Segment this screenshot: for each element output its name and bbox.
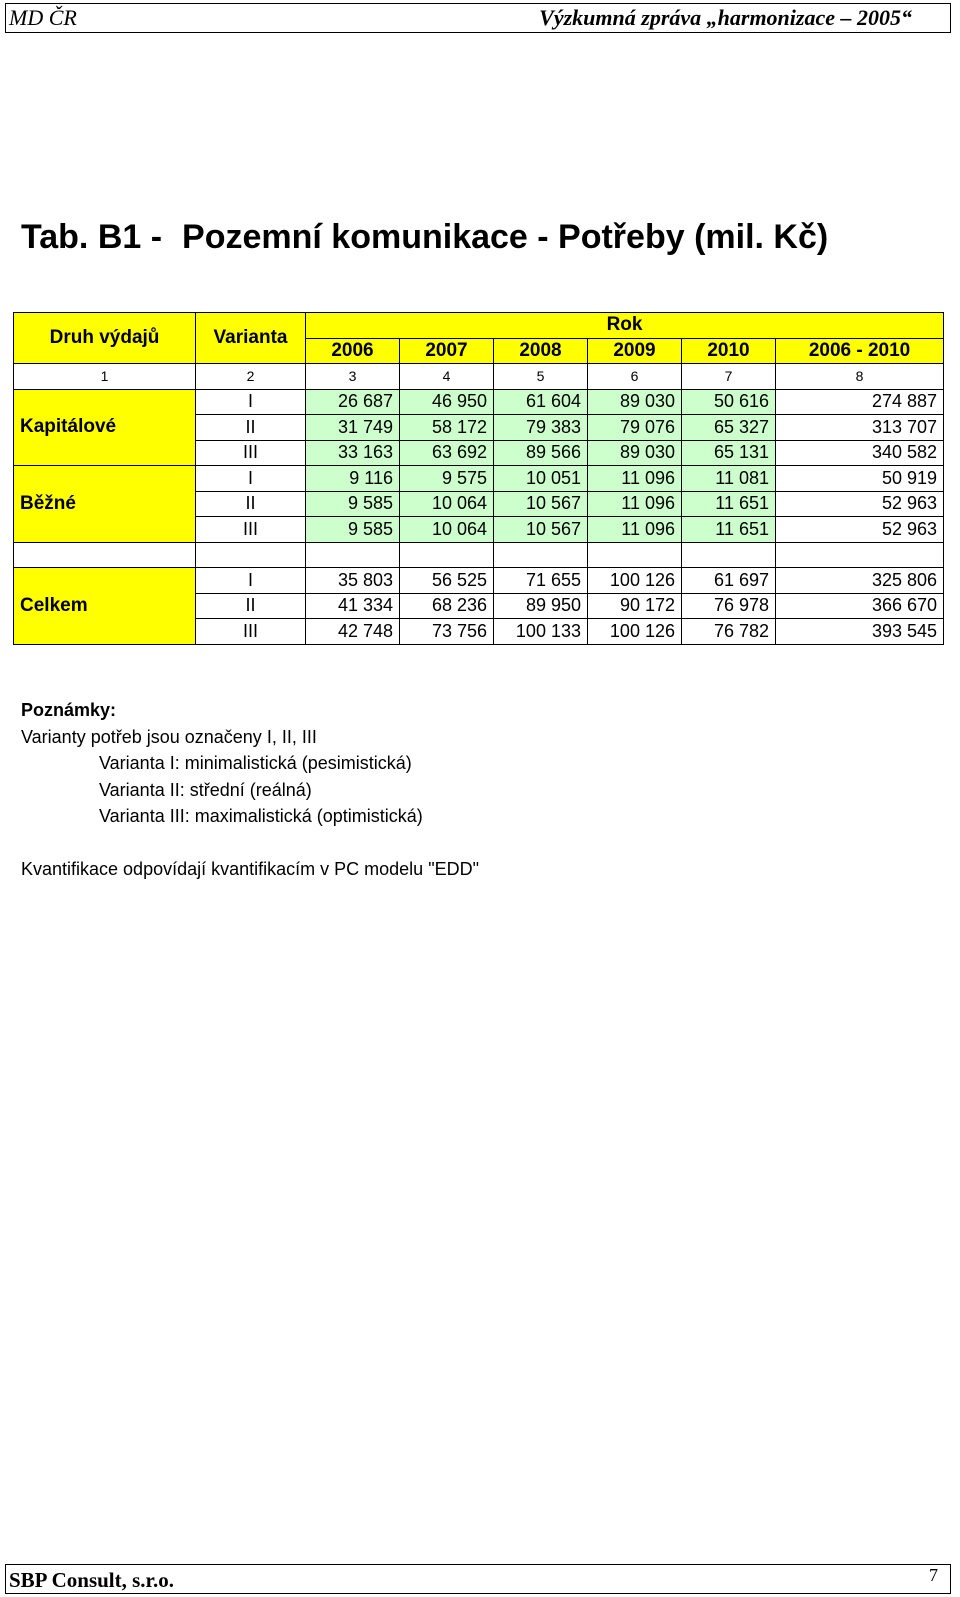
year-header: 2009 [588,338,682,364]
notes-intro: Varianty potřeb jsou označeny I, II, III [21,726,317,747]
value-cell: 71 655 [494,568,588,594]
variant-cell: II [196,491,306,517]
notes-title: Poznámky: [21,700,117,720]
notes-section [21,697,479,882]
group-label-kapitalove: Kapitálové [14,389,196,466]
total-cell: 52 963 [776,517,944,543]
value-cell: 89 950 [494,593,588,619]
variant-cell: I [196,389,306,415]
year-header: 2010 [682,338,776,364]
footer-company: SBP Consult, s.r.o. [9,1568,174,1592]
value-cell: 63 692 [400,440,494,466]
table-row [14,466,944,492]
value-cell: 100 126 [588,568,682,594]
year-header: 2008 [494,338,588,364]
value-cell: 9 575 [400,466,494,492]
value-cell: 79 076 [588,415,682,441]
value-cell: 46 950 [400,389,494,415]
value-cell: 10 567 [494,517,588,543]
column-number: 6 [588,364,682,390]
table-row [14,568,944,594]
total-cell: 313 707 [776,415,944,441]
value-cell: 42 748 [306,619,400,645]
column-number: 8 [776,364,944,390]
value-cell: 11 081 [682,466,776,492]
value-cell: 61 604 [494,389,588,415]
value-cell: 65 327 [682,415,776,441]
spacer-row [14,542,944,568]
variant-cell: III [196,517,306,543]
col-header-druh: Druh výdajů [14,313,196,364]
value-cell: 76 978 [682,593,776,619]
total-cell: 340 582 [776,440,944,466]
column-number: 7 [682,364,776,390]
value-cell: 50 616 [682,389,776,415]
variant-cell: II [196,593,306,619]
value-cell: 10 567 [494,491,588,517]
value-cell: 11 096 [588,466,682,492]
table-title-text: Pozemní komunikace - Potřeby (mil. Kč) [182,218,829,256]
empty-cell [588,542,682,568]
value-cell: 9 585 [306,517,400,543]
total-cell: 274 887 [776,389,944,415]
page-footer [5,1564,951,1594]
empty-cell [196,542,306,568]
value-cell: 31 749 [306,415,400,441]
value-cell: 76 782 [682,619,776,645]
value-cell: 11 651 [682,491,776,517]
total-cell: 50 919 [776,466,944,492]
value-cell: 65 131 [682,440,776,466]
value-cell: 68 236 [400,593,494,619]
table-row [14,389,944,415]
empty-cell [306,542,400,568]
column-number: 2 [196,364,306,390]
empty-cell [14,542,196,568]
value-cell: 73 756 [400,619,494,645]
value-cell: 10 064 [400,517,494,543]
header-row-1 [14,313,944,339]
value-cell: 9 116 [306,466,400,492]
value-cell: 35 803 [306,568,400,594]
value-cell: 58 172 [400,415,494,441]
col-header-rok: Rok [306,313,944,339]
column-number: 5 [494,364,588,390]
value-cell: 33 163 [306,440,400,466]
table-title [21,218,828,257]
total-cell: 52 963 [776,491,944,517]
header-ministry: MD ČR [9,5,77,30]
total-cell: 325 806 [776,568,944,594]
column-number-row [14,364,944,390]
header-report-title: Výzkumná zpráva „harmonizace – 2005“ [539,5,912,30]
value-cell: 90 172 [588,593,682,619]
value-cell: 100 133 [494,619,588,645]
value-cell: 11 651 [682,517,776,543]
value-cell: 11 096 [588,491,682,517]
value-cell: 89 566 [494,440,588,466]
notes-quantification: Kvantifikace odpovídají kvantifikacím v PC modelu "EDD" [21,858,479,879]
variant-cell: I [196,466,306,492]
page-number: 7 [929,1565,938,1585]
value-cell: 89 030 [588,389,682,415]
empty-cell [682,542,776,568]
variant-cell: III [196,619,306,645]
variant-cell: I [196,568,306,594]
total-cell: 393 545 [776,619,944,645]
value-cell: 100 126 [588,619,682,645]
empty-cell [776,542,944,568]
notes-variant-2: Varianta II: střední (reálná) [99,779,312,800]
col-header-varianta: Varianta [196,313,306,364]
notes-variant-1: Varianta I: minimalistická (pesimistická) [99,753,412,773]
column-number: 1 [14,364,196,390]
empty-cell [494,542,588,568]
variant-cell: II [196,415,306,441]
value-cell: 41 334 [306,593,400,619]
group-label-bezne: Běžné [14,466,196,543]
page-header [5,3,951,33]
table-number: Tab. B1 - [21,218,163,256]
value-cell: 89 030 [588,440,682,466]
value-cell: 11 096 [588,517,682,543]
group-label-celkem: Celkem [14,568,196,645]
value-cell: 26 687 [306,389,400,415]
year-header: 2006 [306,338,400,364]
value-cell: 10 064 [400,491,494,517]
year-header: 2007 [400,338,494,364]
value-cell: 61 697 [682,568,776,594]
notes-variant-3: Varianta III: maximalistická (optimistická) [99,806,423,826]
value-cell: 10 051 [494,466,588,492]
value-cell: 56 525 [400,568,494,594]
empty-cell [400,542,494,568]
year-header: 2006 - 2010 [776,338,944,364]
value-cell: 9 585 [306,491,400,517]
total-cell: 366 670 [776,593,944,619]
column-number: 4 [400,364,494,390]
needs-table [13,312,944,645]
variant-cell: III [196,440,306,466]
column-number: 3 [306,364,400,390]
value-cell: 79 383 [494,415,588,441]
